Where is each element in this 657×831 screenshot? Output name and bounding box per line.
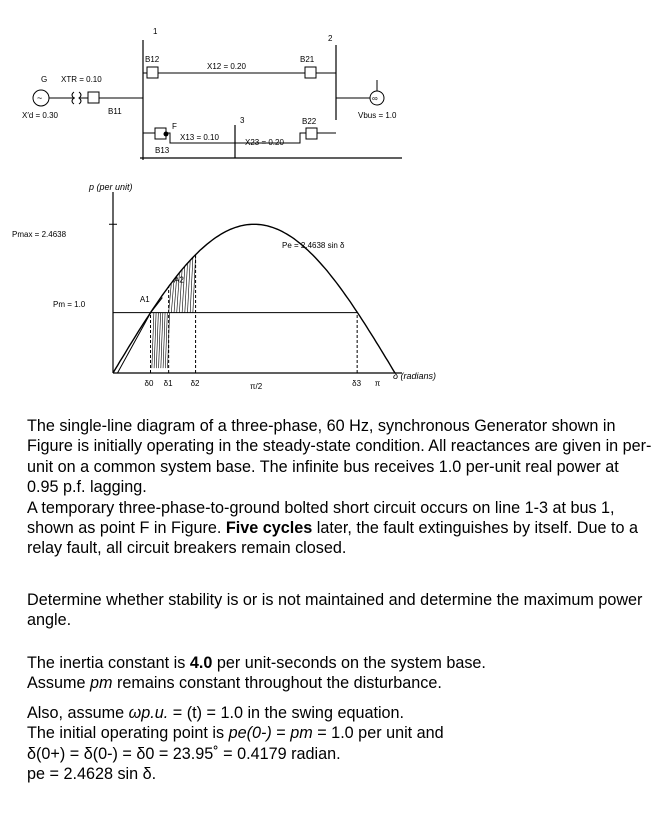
one-line-diagram — [22, 27, 402, 160]
generator-symbol: ~ — [37, 93, 43, 103]
fault-text-post: later, the fault extinguishes by itself. Due to a relay fault, all circuit breakers remain closed. — [27, 519, 639, 558]
fault-cycles: Five cycles — [225, 519, 313, 538]
a2-hatch-line — [185, 263, 188, 312]
figure — [0, 0, 657, 400]
tick-delta3: δ3 — [352, 379, 362, 388]
breaker-b21 — [305, 67, 316, 78]
a1-hatch-line — [154, 313, 156, 369]
pe0-symbol: pe(0-) — [228, 724, 272, 743]
inertia-post: per unit-seconds on the system base. — [216, 654, 486, 672]
breaker-b13-label: B13 — [155, 146, 170, 155]
pm-assumption — [27, 673, 652, 693]
area-a1-label: A1 — [139, 294, 150, 304]
transformer-icon — [72, 92, 81, 104]
omega-post: = (t) = 1.0 in the swing equation. — [172, 704, 405, 722]
problem-statement — [27, 416, 652, 559]
a1-hatch-line — [163, 313, 165, 369]
area-a2-label: A2 — [174, 275, 184, 285]
fault-paragraph — [27, 498, 652, 559]
curve-label: Pe = 2.4638 sin δ — [282, 241, 345, 250]
bus-1-number: 1 — [153, 27, 158, 36]
breaker-b22 — [306, 128, 317, 139]
a1-hatch-line — [159, 313, 161, 369]
area-a1-hatch — [152, 313, 170, 369]
initial-line — [27, 723, 652, 743]
x-axis-label: δ (radians) — [393, 371, 437, 381]
omega-line — [27, 703, 652, 723]
transformer-label: XTR = 0.10 — [61, 75, 102, 84]
initial-post: = 1.0 per unit and — [317, 724, 444, 743]
initial-pre: The initial operating point is — [27, 724, 225, 743]
a1-hatch-line — [152, 313, 154, 369]
fault-curve — [117, 298, 162, 373]
x13-label: X13 = 0.10 — [180, 133, 219, 142]
xd-label: X′d = 0.30 — [22, 111, 58, 120]
breaker-b11-label: B11 — [108, 107, 122, 116]
breaker-b12 — [147, 67, 158, 78]
breaker-b22-label: B22 — [302, 117, 317, 126]
a2-hatch-line — [193, 255, 196, 313]
a1-hatch-line — [165, 313, 167, 369]
breaker-b11 — [88, 92, 99, 103]
pm-symbol: pm — [89, 674, 113, 693]
inertia-value: 4.0 — [189, 654, 213, 672]
inertia-pre: The inertia constant is — [27, 654, 186, 672]
tick-delta2: δ2 — [190, 379, 200, 388]
tick-pi: π — [374, 379, 381, 388]
problem-paragraph: The single-line diagram of a three-phase, 60 Hz, synchronous Generator shown in Figure is initially operating in the steady-state condition. All reactances are given in per-unit on a common system base. The infinite bus receives 1.0 per-unit real power at 0.95 p.f. lagging. — [27, 417, 652, 497]
omega-symbol: ωp.u. — [128, 704, 169, 722]
x12-label: X12 = 0.20 — [207, 62, 246, 71]
a1-hatch-line — [161, 313, 163, 369]
fault-label: F — [172, 122, 177, 131]
generator-label: G — [41, 75, 48, 84]
question-text: Determine whether stability is or is not maintained and determine the maximum power angle. — [27, 591, 643, 630]
breaker-b21-label: B21 — [300, 55, 315, 64]
a2-hatch-line — [190, 257, 193, 312]
pm-assume-pre: Assume — [27, 674, 86, 693]
a1-hatch-line — [156, 313, 158, 369]
omega-pre: Also, assume — [27, 704, 125, 722]
infinite-bus-symbol: ∞ — [372, 94, 378, 103]
y-axis-label: p (per unit) — [89, 182, 133, 192]
eq-sign: = — [276, 724, 286, 743]
x23-label: X23 = 0.20 — [245, 138, 284, 147]
fault-text-pre: A temporary three-phase-to-ground bolted short circuit occurs on line 1-3 at bus 1, shown as point F in Figure. — [27, 498, 615, 538]
breaker-b12-label: B12 — [145, 55, 160, 64]
bus-3-number: 3 — [240, 116, 245, 125]
pe-line: pe = 2.4628 sin δ. — [27, 765, 157, 784]
vbus-label: Vbus = 1.0 — [358, 111, 397, 120]
pm-assume-post: remains constant throughout the disturbance. — [116, 674, 442, 693]
delta-line: δ(0+) = δ(0-) = δ0 = 23.95˚ = 0.4179 radian. — [27, 744, 341, 763]
given-initial — [27, 703, 652, 785]
inertia-line — [27, 653, 652, 673]
tick-half-pi: π/2 — [249, 382, 263, 391]
tick-delta0: δ0 — [144, 379, 154, 388]
pm-symbol-2: pm — [290, 724, 313, 743]
question — [27, 590, 652, 631]
a2-hatch-line — [188, 260, 191, 312]
given-inertia — [27, 653, 652, 694]
pe-curve — [113, 224, 395, 373]
a2-hatch-line — [182, 266, 185, 312]
fault-point-dot — [164, 132, 169, 137]
pm-label: Pm = 1.0 — [53, 300, 86, 309]
power-angle-chart — [12, 182, 436, 391]
bus-2-number: 2 — [328, 34, 333, 43]
pmax-label: Pmax = 2.4638 — [12, 230, 67, 239]
tick-delta1: δ1 — [163, 379, 173, 388]
